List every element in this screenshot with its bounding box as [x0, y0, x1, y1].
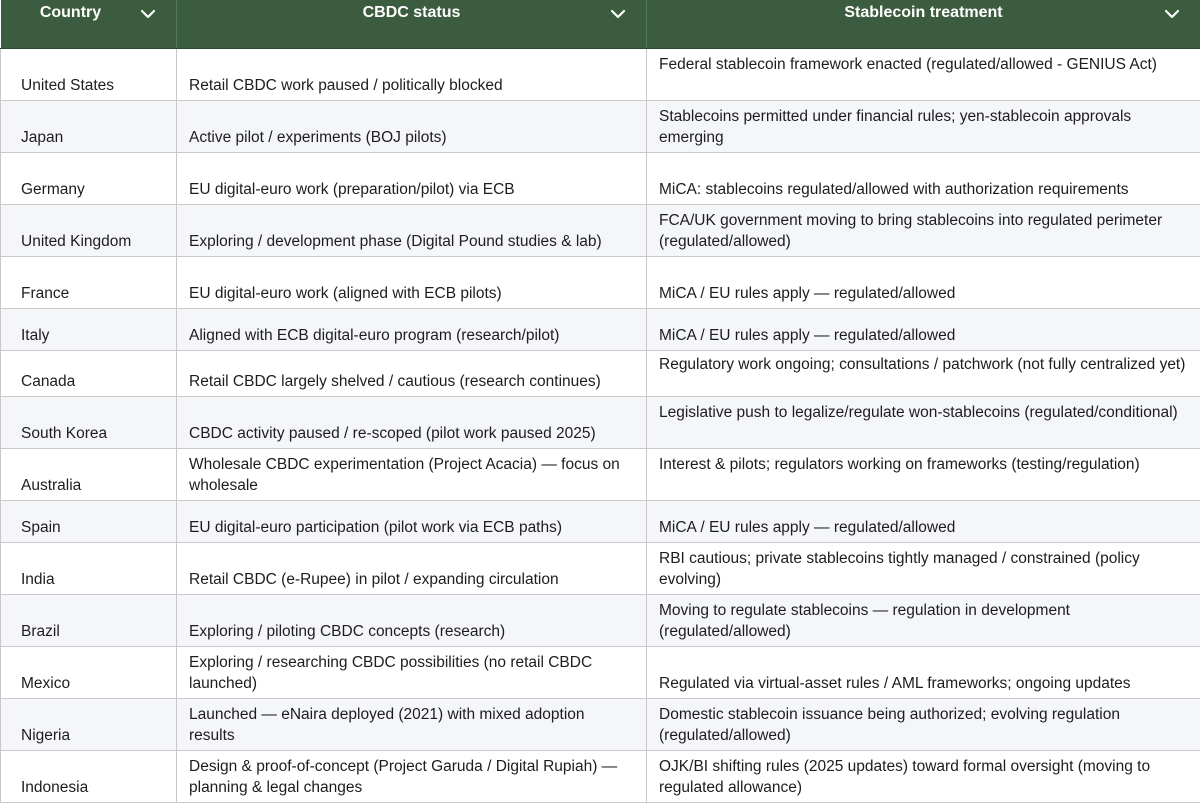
table-row [1, 153, 1200, 205]
table-row [1, 501, 1200, 543]
cell-stablecoin-treatment[interactable]: OJK/BI shifting rules (2025 updates) toward formal oversight (moving to regulated allowance) [647, 751, 1200, 803]
column-header-stablecoin-treatment-label: Stablecoin treatment [844, 4, 1003, 21]
cell-stablecoin-treatment[interactable]: FCA/UK government moving to bring stablecoins into regulated perimeter (regulated/allowed) [647, 205, 1200, 257]
chevron-down-icon[interactable] [140, 8, 156, 20]
header-row [1, 0, 1200, 49]
cell-stablecoin-treatment[interactable]: Moving to regulate stablecoins — regulation in development (regulated/allowed) [647, 595, 1200, 647]
column-header-country-label: Country [39, 4, 102, 21]
chevron-down-icon[interactable] [610, 8, 626, 20]
cell-country[interactable]: Canada [1, 351, 177, 397]
cell-stablecoin-treatment[interactable]: MiCA / EU rules apply — regulated/allowed [647, 309, 1200, 351]
cell-country[interactable]: South Korea [1, 397, 177, 449]
cell-cbdc-status[interactable]: Retail CBDC (e-Rupee) in pilot / expanding circulation [177, 543, 647, 595]
cell-country[interactable]: Germany [1, 153, 177, 205]
column-header-stablecoin-treatment[interactable] [647, 0, 1200, 49]
cell-cbdc-status[interactable]: Retail CBDC work paused / politically blocked [177, 49, 647, 101]
cell-stablecoin-treatment[interactable]: MiCA / EU rules apply — regulated/allowed [647, 501, 1200, 543]
cell-country[interactable]: Mexico [1, 647, 177, 699]
cell-country[interactable]: Italy [1, 309, 177, 351]
cell-cbdc-status[interactable]: EU digital-euro work (preparation/pilot) via ECB [177, 153, 647, 205]
cell-stablecoin-treatment[interactable]: Interest & pilots; regulators working on frameworks (testing/regulation) [647, 449, 1200, 501]
column-header-cbdc-status-label: CBDC status [362, 4, 461, 21]
cell-cbdc-status[interactable]: EU digital-euro work (aligned with ECB pilots) [177, 257, 647, 309]
table-row [1, 351, 1200, 397]
cell-country[interactable]: Nigeria [1, 699, 177, 751]
cell-cbdc-status[interactable]: EU digital-euro participation (pilot work via ECB paths) [177, 501, 647, 543]
table-row [1, 699, 1200, 751]
cell-stablecoin-treatment[interactable]: RBI cautious; private stablecoins tightly managed / constrained (policy evolving) [647, 543, 1200, 595]
table-row [1, 449, 1200, 501]
cell-cbdc-status[interactable]: Aligned with ECB digital-euro program (research/pilot) [177, 309, 647, 351]
column-header-country[interactable] [1, 0, 177, 49]
cell-country[interactable]: United Kingdom [1, 205, 177, 257]
column-header-cbdc-status[interactable] [177, 0, 647, 49]
cell-country[interactable]: Spain [1, 501, 177, 543]
cell-cbdc-status[interactable]: Wholesale CBDC experimentation (Project Acacia) — focus on wholesale [177, 449, 647, 501]
cell-stablecoin-treatment[interactable]: Federal stablecoin framework enacted (regulated/allowed - GENIUS Act) [647, 49, 1200, 101]
cell-stablecoin-treatment[interactable]: MiCA: stablecoins regulated/allowed with authorization requirements [647, 153, 1200, 205]
chevron-down-icon[interactable] [1164, 8, 1180, 20]
table-row [1, 257, 1200, 309]
cell-cbdc-status[interactable]: Design & proof-of-concept (Project Garuda / Digital Rupiah) — planning & legal changes [177, 751, 647, 803]
cell-cbdc-status[interactable]: Active pilot / experiments (BOJ pilots) [177, 101, 647, 153]
table-row [1, 49, 1200, 101]
table-row [1, 543, 1200, 595]
cell-country[interactable]: India [1, 543, 177, 595]
cell-cbdc-status[interactable]: Exploring / piloting CBDC concepts (research) [177, 595, 647, 647]
cell-stablecoin-treatment[interactable]: Regulatory work ongoing; consultations / patchwork (not fully centralized yet) [647, 351, 1200, 397]
cell-country[interactable]: Brazil [1, 595, 177, 647]
cell-country[interactable]: United States [1, 49, 177, 101]
cell-country[interactable]: Indonesia [1, 751, 177, 803]
cell-stablecoin-treatment[interactable]: Stablecoins permitted under financial rules; yen-stablecoin approvals emerging [647, 101, 1200, 153]
cell-cbdc-status[interactable]: Launched — eNaira deployed (2021) with mixed adoption results [177, 699, 647, 751]
cell-country[interactable]: Japan [1, 101, 177, 153]
table-row [1, 309, 1200, 351]
cell-stablecoin-treatment[interactable]: Regulated via virtual-asset rules / AML frameworks; ongoing updates [647, 647, 1200, 699]
cell-cbdc-status[interactable]: CBDC activity paused / re-scoped (pilot work paused 2025) [177, 397, 647, 449]
cell-stablecoin-treatment[interactable]: Legislative push to legalize/regulate won-stablecoins (regulated/conditional) [647, 397, 1200, 449]
table-row [1, 595, 1200, 647]
table-row [1, 205, 1200, 257]
cell-cbdc-status[interactable]: Exploring / researching CBDC possibilities (no retail CBDC launched) [177, 647, 647, 699]
table-row [1, 101, 1200, 153]
cell-cbdc-status[interactable]: Retail CBDC largely shelved / cautious (research continues) [177, 351, 647, 397]
table-row [1, 647, 1200, 699]
cell-stablecoin-treatment[interactable]: MiCA / EU rules apply — regulated/allowed [647, 257, 1200, 309]
table-row [1, 397, 1200, 449]
cell-country[interactable]: France [1, 257, 177, 309]
cell-cbdc-status[interactable]: Exploring / development phase (Digital Pound studies & lab) [177, 205, 647, 257]
table-row [1, 751, 1200, 803]
cell-stablecoin-treatment[interactable]: Domestic stablecoin issuance being authorized; evolving regulation (regulated/allowed) [647, 699, 1200, 751]
cell-country[interactable]: Australia [1, 449, 177, 501]
